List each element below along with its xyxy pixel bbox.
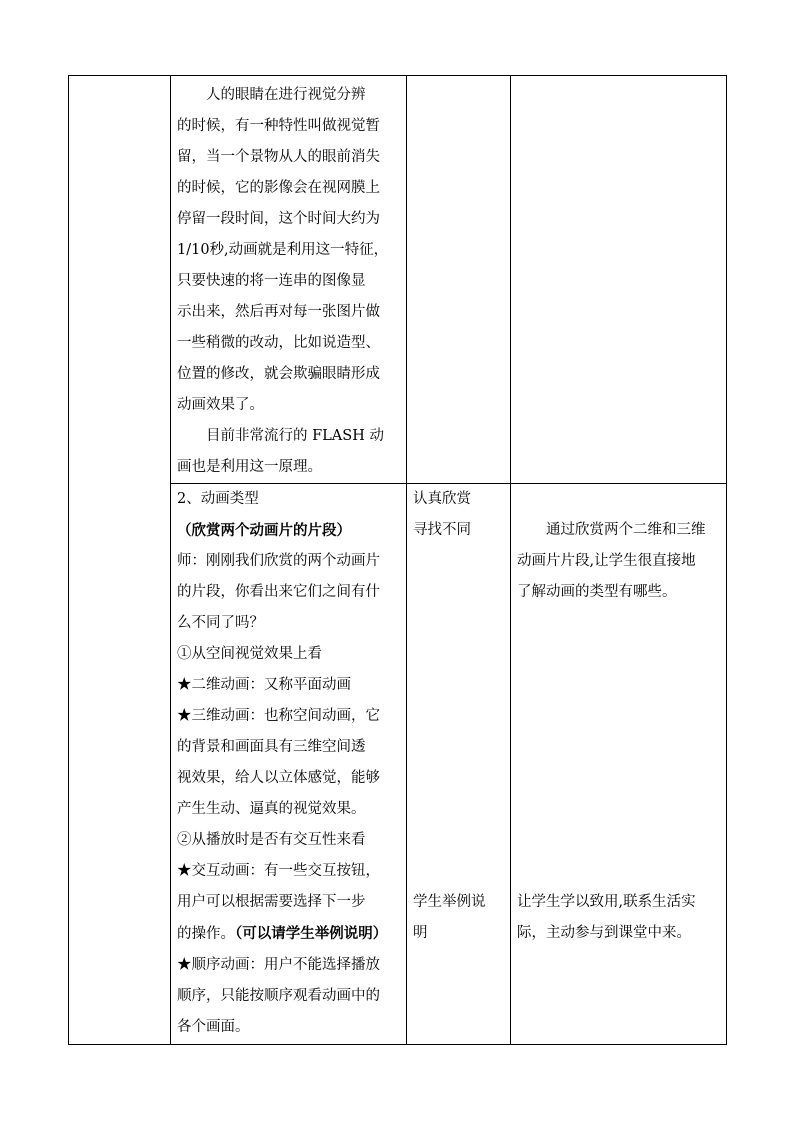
student-activity-cell (407, 484, 511, 1045)
design-purpose-cell (511, 484, 727, 1045)
content-line: ②从播放时是否有交互性来看 (177, 832, 366, 848)
content-line: 视效果，给人以立体感觉，能够 (177, 770, 380, 786)
content-line: 的背景和画面具有三维空间透 (177, 739, 366, 755)
purpose-line: 动画片片段,让学生很直接地 (517, 553, 696, 569)
content-line: 一些稍微的改动，比如说造型、 (177, 335, 380, 351)
content-line: 停留一段时间，这个时间大约为 (177, 211, 380, 227)
content-line: ★二维动画：又称平面动画 (177, 677, 351, 693)
content-line: 动画效果了。 (177, 397, 264, 413)
content-line: 的时候，它的影像会在视网膜上 (177, 180, 380, 196)
content-line: ★三维动画：也称空间动画，它 (177, 708, 380, 724)
left-label-cell (69, 76, 171, 1045)
student-activity-cell (407, 76, 511, 484)
student-line: 寻找不同 (413, 522, 471, 538)
content-line: ★顺序动画：用户不能选择播放 (177, 957, 380, 973)
bold-note: （可以请学生举例说明） (235, 925, 388, 942)
content-cell (171, 76, 407, 484)
purpose-line: 了解动画的类型有哪些。 (517, 584, 677, 600)
content-line-part: 的操作。 (177, 926, 235, 942)
student-line: 认真欣赏 (413, 491, 471, 507)
section-heading: 2、动画类型 (177, 491, 259, 507)
content-line (177, 918, 402, 950)
content-line: ★交互动画：有一些交互按钮， (177, 863, 380, 879)
table-row (69, 76, 727, 484)
content-line: ①从空间视觉效果上看 (177, 646, 322, 662)
content-line: 顺序，只能按顺序观看动画中的 (177, 988, 380, 1004)
student-line: 明 (413, 925, 428, 941)
content-line: 么不同了吗？ (177, 615, 264, 631)
content-line: 师：刚刚我们欣赏的两个动画片 (177, 553, 380, 569)
purpose-line: 让学生学以致用,联系生活实 (517, 894, 696, 910)
content-line: 产生生动、逼真的视觉效果。 (177, 801, 366, 817)
content-cell (171, 484, 407, 1045)
content-line: （欣赏两个动画片的片段） (177, 522, 351, 539)
content-line: 目前非常流行的 FLASH 动 (206, 428, 384, 444)
content-line: 位置的修改，就会欺骗眼睛形成 (177, 366, 380, 382)
design-purpose-cell (511, 76, 727, 484)
student-line: 学生举例说 (413, 894, 486, 910)
content-line: 留，当一个景物从人的眼前消失 (177, 149, 380, 165)
content-line: 画也是利用这一原理。 (177, 459, 322, 475)
content-line: 只要快速的将一连串的图像显 (177, 273, 366, 289)
content-line: 各个画面。 (177, 1019, 250, 1035)
purpose-line: 通过欣赏两个二维和三维 (546, 522, 706, 538)
content-line: 的片段，你看出来它们之间有什 (177, 584, 380, 600)
content-line: 人的眼睛在进行视觉分辨 (206, 87, 366, 103)
content-line: 1/10秒,动画就是利用这一特征， (177, 242, 389, 258)
content-line: 的时候，有一种特性叫做视觉暂 (177, 118, 380, 134)
content-line: 示出来，然后再对每一张图片做 (177, 304, 380, 320)
content-line: 用户可以根据需要选择下一步 (177, 894, 366, 910)
lesson-plan-table (68, 75, 727, 1045)
purpose-line: 际，主动参与到课堂中来。 (517, 925, 691, 941)
